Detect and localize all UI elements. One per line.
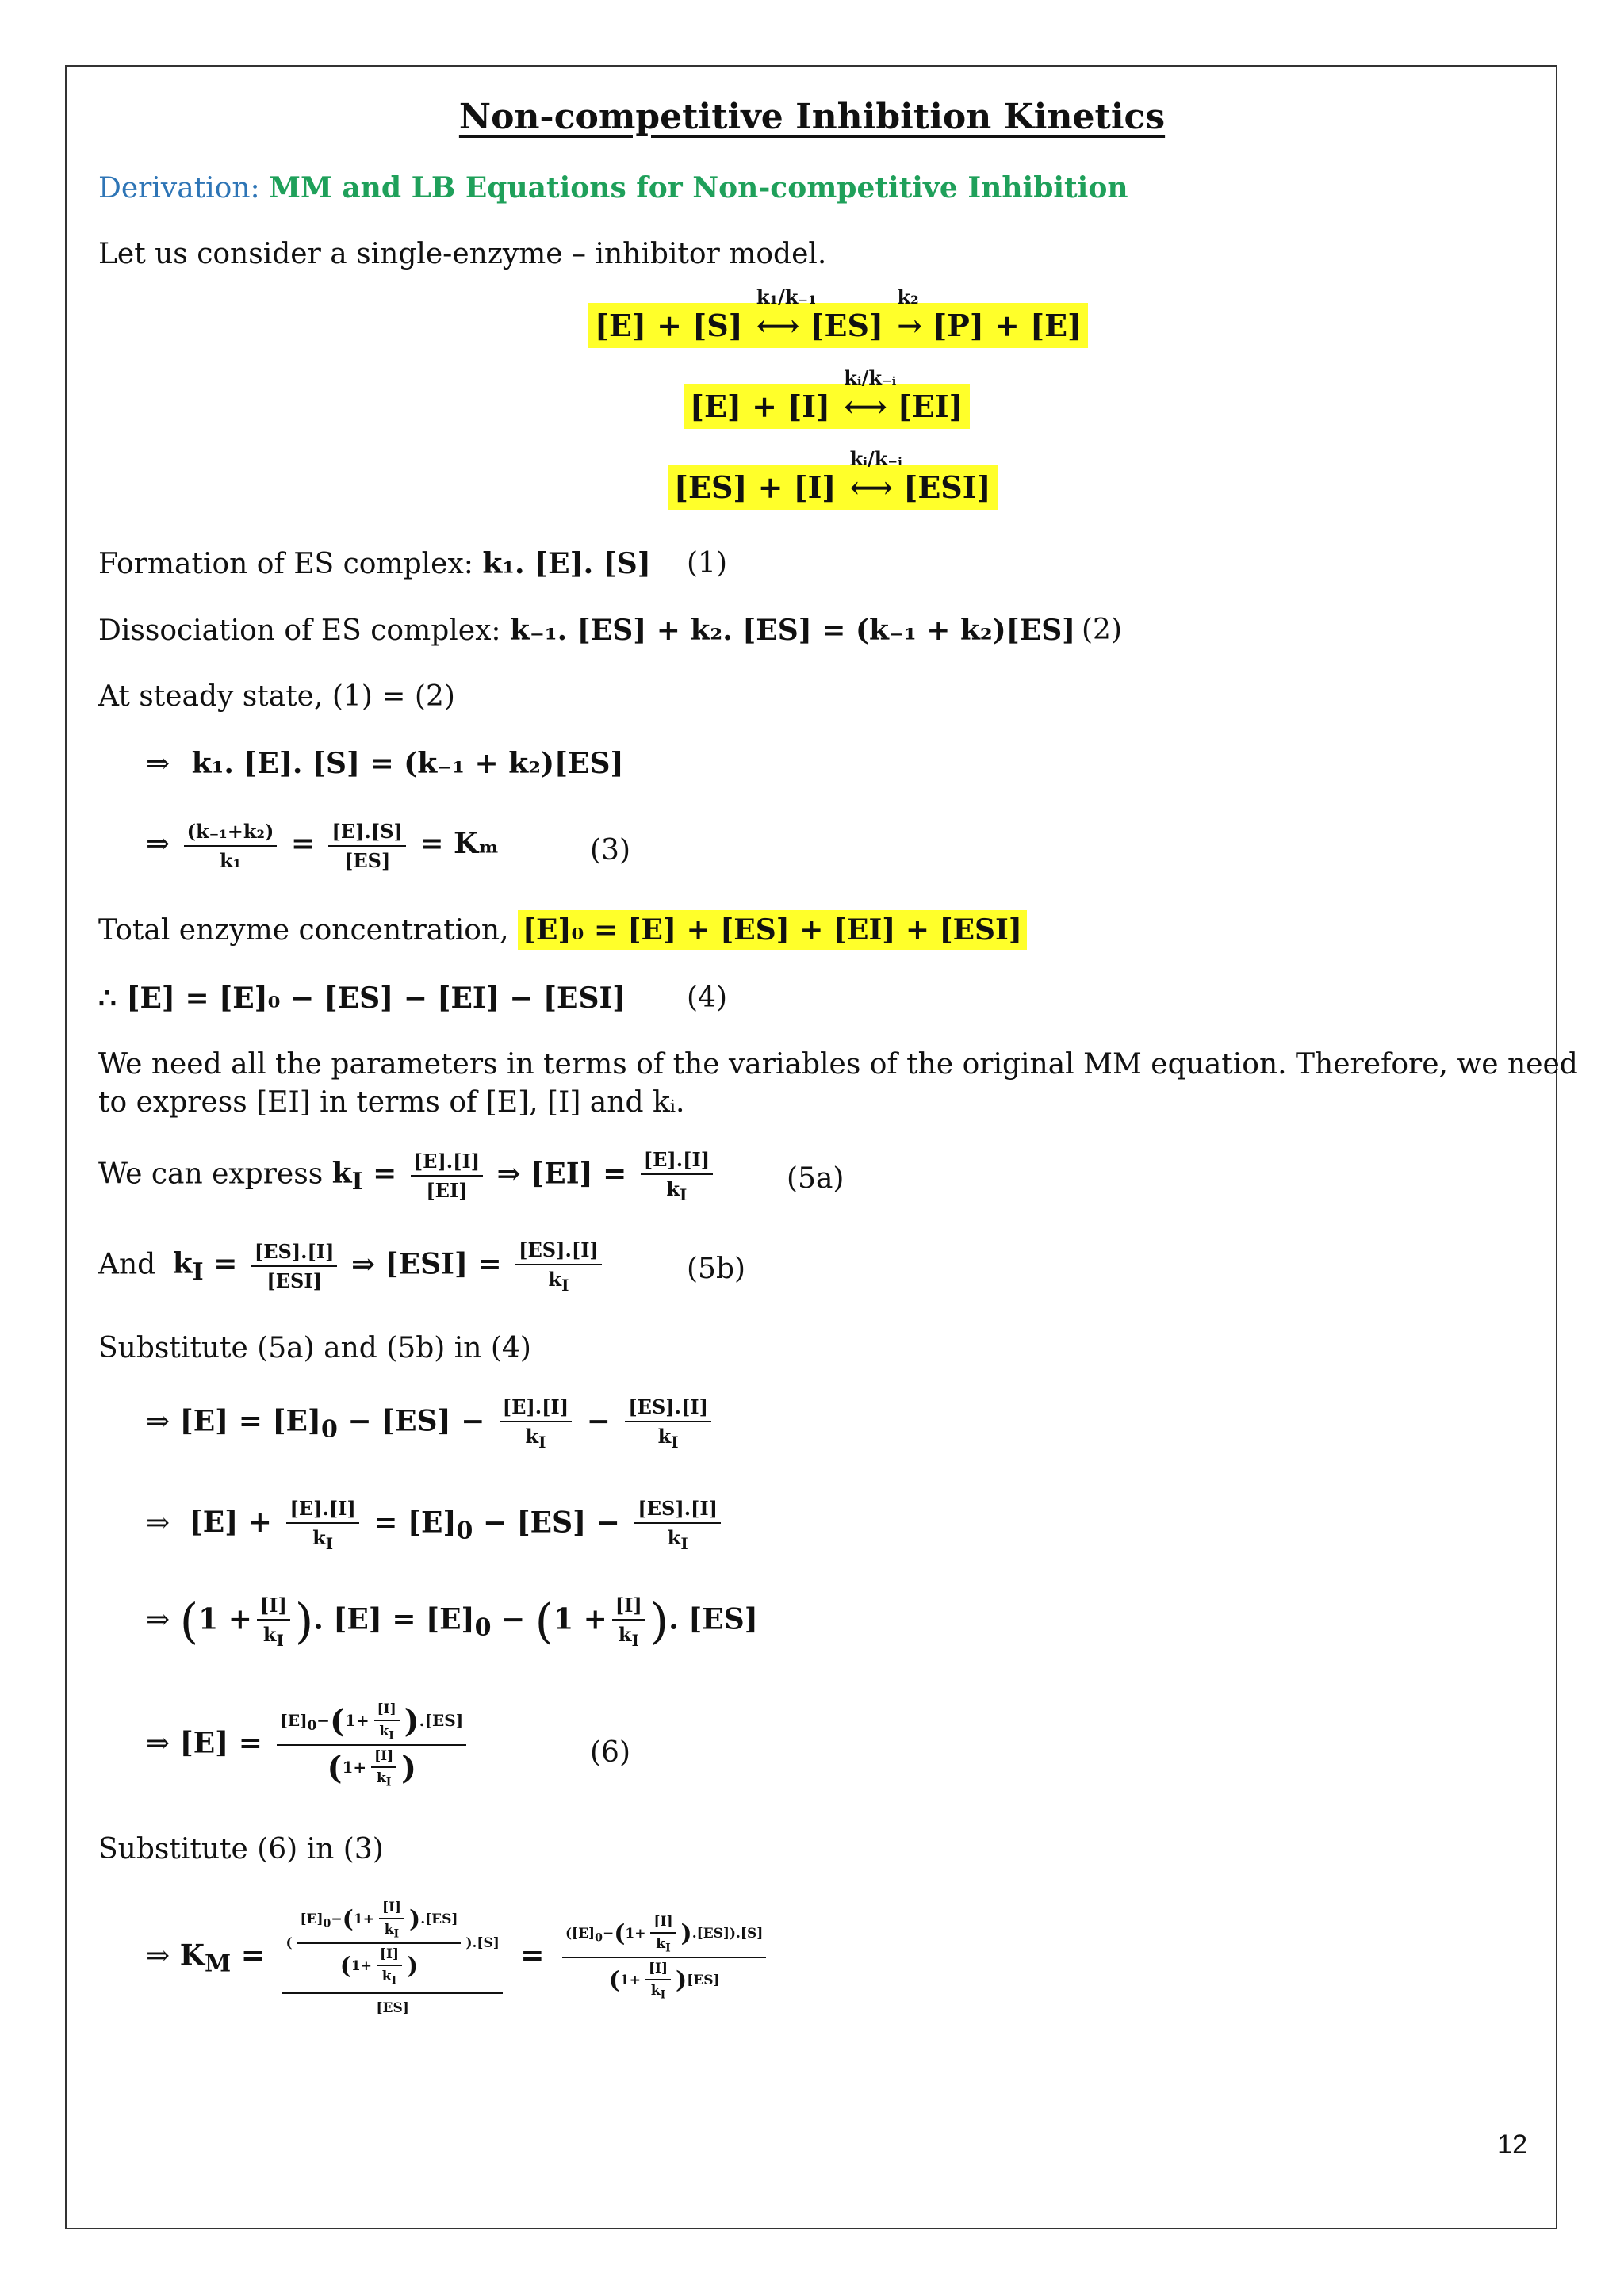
dissociation-equation: k₋₁. [ES] + k₂. [ES] = (k₋₁ + k₂)[ES] (509, 614, 1076, 647)
page-title: Non-competitive Inhibition Kinetics (458, 97, 1166, 137)
sub-step-3: ⇒ (1 + $\frac{[I]}{k_I}$ ). $[E] = [E]_0 - (1$ + $\frac{[I]}{k_I}$ ). [ES] (146, 1594, 758, 1650)
reaction-2-left: [E] + [I] (690, 388, 830, 424)
step-b-num2: [E].[S] (328, 820, 405, 847)
km-right-num-frac: $\frac{[I]}{k_I}$ (650, 1914, 676, 1954)
reaction-2 (684, 366, 970, 429)
eq-number-5b: (5b) (687, 1253, 746, 1285)
substitute-line-1: Substitute (5a) and (5b) in (4) (98, 1332, 531, 1364)
page-number: 12 (1497, 2130, 1527, 2160)
implies-icon: ⇒ (146, 1603, 170, 1636)
dissociation-label: Dissociation of ES complex: (98, 614, 501, 647)
km-right-fraction: ($[E]_0-(1+$ $\frac{[I]}{k_I}$ ).[ES]).[S] (1+ $\frac{[I]}{k_I}$ )[ES] (562, 1914, 766, 2002)
step-a-equation: k₁. [E]. [S] = (k₋₁ + k₂)[ES] (191, 747, 624, 780)
sub-step-1: ⇒ $[E] = [E]_0 - [ES]$ − $\frac{[E].[I]}{k_I}$ − $\frac{[ES].[I]}{k_I}$ (146, 1395, 716, 1452)
reaction-2-right: [EI] (897, 388, 963, 424)
implies-icon: ⇒ (146, 1405, 170, 1438)
total-enzyme-line (98, 913, 1027, 947)
need-text-1: We need all the parameters in terms of the variables of the original MM equation. Therefore, we need (98, 1048, 1578, 1081)
km-inner-den-frac: $\frac{[I]}{k_I}$ (377, 1946, 402, 1987)
implies-icon: ⇒ (146, 828, 170, 860)
substitute-line-2: Substitute (6) in (3) (98, 1833, 384, 1866)
formation-equation: k₁. [E]. [S] (482, 547, 651, 580)
step-b-den2: [ES] (344, 849, 391, 872)
step-b-num: (k₋₁+k₂) (184, 820, 278, 847)
eq-number-3: (3) (590, 834, 630, 867)
step-b: ⇒ $\frac{\text{(k₋₁+k₂)}}{\text{k₁}}$ = $\frac{[E].[S]}{[ES]}$ = Kₘ (146, 820, 500, 872)
eq6-inner-num: $\frac{[I]}{k_I}$ (374, 1701, 400, 1742)
reaction-1-k2-label: k₂ (897, 285, 919, 308)
sub-step-2: ⇒ [E] + $\frac{[E].[I]}{k_I}$ = $[E]_0 - [ES]$ − $\frac{[ES].[I]}{k_I}$ (146, 1497, 726, 1553)
ei-fraction-5a: $\frac{[E].[I]}{k_I}$ (641, 1148, 713, 1204)
reaction-1-mid: [ES] (810, 308, 883, 343)
express-label: We can express (98, 1158, 324, 1191)
express-5b: And $k_I$ = $\frac{[ES].[I]}{\text{[ESI]}}$ ⇒ [ESI] = $\frac{[ES].[I]}{k_I}$ (98, 1238, 607, 1295)
eq6-inner-den: $\frac{[I]}{k_I}$ (371, 1748, 396, 1789)
reaction-1 (588, 285, 1088, 348)
derivation-title: MM and LB Equations for Non-competitive Inhibition (269, 171, 1128, 205)
total-label: Total enzyme concentration, (98, 914, 509, 947)
sub-step-1-frac-2: $\frac{[ES].[I]}{k_I}$ (625, 1395, 711, 1452)
esi-fraction-5b: $\frac{[ES].[I]}{k_I}$ (515, 1238, 602, 1295)
km-inner-fraction: $[E]_0-(1+$ $\frac{[I]}{k_I}$ ).[ES] (1+ $\frac{[I]}{k_I}$ ) (297, 1900, 462, 1988)
intro-text: Let us consider a single-enzyme – inhibitor model. (98, 238, 827, 270)
formation-line (98, 547, 651, 580)
sub-step-1-frac-1: $\frac{[E].[I]}{k_I}$ (500, 1395, 572, 1452)
reaction-3-left: [ES] + [I] (674, 469, 837, 505)
step-b-den: k₁ (219, 849, 242, 872)
implies-icon: ⇒ (146, 1506, 170, 1540)
km-final-expression: ⇒ $K_M$ = ( $[E]_0-(1+$ $\frac{[I]}{k_I}$ ).[ES] (1+ $\frac{[I]}{k_I}$ ) ).[S] [ES] = ($[E]_0-(1+$ $\frac{[I]}{k_I}$ ).[ES]).[S] (1+ $\frac{[I]}{k_I}$ )[ES] (146, 1900, 771, 2016)
steady-state-line: At steady state, (1) = (2) (98, 680, 455, 713)
eq-number-6: (6) (590, 1736, 630, 1769)
km-inner-num-frac: $\frac{[I]}{k_I}$ (379, 1900, 404, 1940)
therefore-equation: ∴ [E] = [E]₀ − [ES] − [EI] − [ESI] (98, 982, 626, 1015)
eq-number-1: (1) (687, 547, 727, 580)
express-5a: We can express $k_I$ = $\frac{[E].[I]}{[EI]}$ ⇒ [EI] = $\frac{[E].[I]}{k_I}$ (98, 1148, 718, 1204)
ki-fraction-5a: $\frac{[E].[I]}{[EI]}$ (411, 1150, 483, 1202)
implies-icon: ⇒ (146, 1939, 170, 1973)
total-equation: [E]₀ = [E] + [ES] + [EI] + [ESI] (518, 910, 1027, 950)
reaction-1-left: [E] + [S] (595, 308, 743, 343)
reaction-2-arrow-label: kᵢ/k₋ᵢ (844, 366, 897, 389)
need-text-2: to express [EI] in terms of [E], [I] and kᵢ. (98, 1086, 685, 1119)
km-big-fraction: ( $[E]_0-(1+$ $\frac{[I]}{k_I}$ ).[ES] (1+ $\frac{[I]}{k_I}$ ) ).[S] [ES] (282, 1900, 502, 2016)
sub-step-2-frac-2: $\frac{[ES].[I]}{k_I}$ (634, 1497, 721, 1553)
sub-step-2-frac-1: $\frac{[E].[I]}{k_I}$ (286, 1497, 358, 1553)
equilibrium-arrow-icon: k₁/k₋₁ ⟷ (756, 285, 817, 343)
eq-number-2: (2) (1082, 614, 1122, 646)
reaction-3-arrow-label: kᵢ/k₋ᵢ (849, 447, 902, 470)
reaction-1-right: [P] + [E] (933, 308, 1082, 343)
km-right-den-frac: $\frac{[I]}{k_I}$ (645, 1961, 671, 2001)
step-b-fraction-1 (184, 820, 278, 872)
reaction-3-right: [ESI] (903, 469, 991, 505)
reaction-1-arrow-label: k₁/k₋₁ (756, 285, 817, 308)
dissociation-line (98, 614, 1075, 647)
ki-fraction-5b: $\frac{[ES].[I]}{\text{[ESI]}}$ (251, 1240, 338, 1292)
sub-step-3-frac-1: $\frac{[I]}{k_I}$ (257, 1594, 290, 1650)
step-a (146, 747, 624, 780)
implies-icon: ⇒ (146, 748, 170, 780)
eq6-fraction: $[E]_0-(1+$ $\frac{[I]}{k_I}$ ).[ES] (1+ $\frac{[I]}{k_I}$ ) (277, 1701, 466, 1789)
derivation-heading (98, 171, 1128, 205)
eq-number-5a: (5a) (787, 1162, 845, 1195)
sub-step-3-frac-2: $\frac{[I]}{k_I}$ (612, 1594, 645, 1650)
reaction-3 (668, 447, 998, 510)
and-label: And (98, 1248, 156, 1281)
derivation-label: Derivation: (98, 172, 260, 205)
step-b-rhs: = Kₘ (419, 827, 500, 860)
sub-step-4: ⇒ [E] = $[E]_0-(1+$ $\frac{[I]}{k_I}$ ).[ES] (1+ $\frac{[I]}{k_I}$ ) (146, 1701, 471, 1789)
forward-arrow-icon: k₂ → (897, 285, 920, 343)
equilibrium-arrow-icon: kᵢ/k₋ᵢ ⟷ (844, 366, 897, 424)
implies-icon: ⇒ (146, 1727, 170, 1760)
equilibrium-arrow-icon: kᵢ/k₋ᵢ ⟷ (849, 447, 902, 505)
formation-label: Formation of ES complex: (98, 548, 473, 580)
eq-number-4: (4) (687, 982, 727, 1014)
step-b-fraction-2 (328, 820, 405, 872)
